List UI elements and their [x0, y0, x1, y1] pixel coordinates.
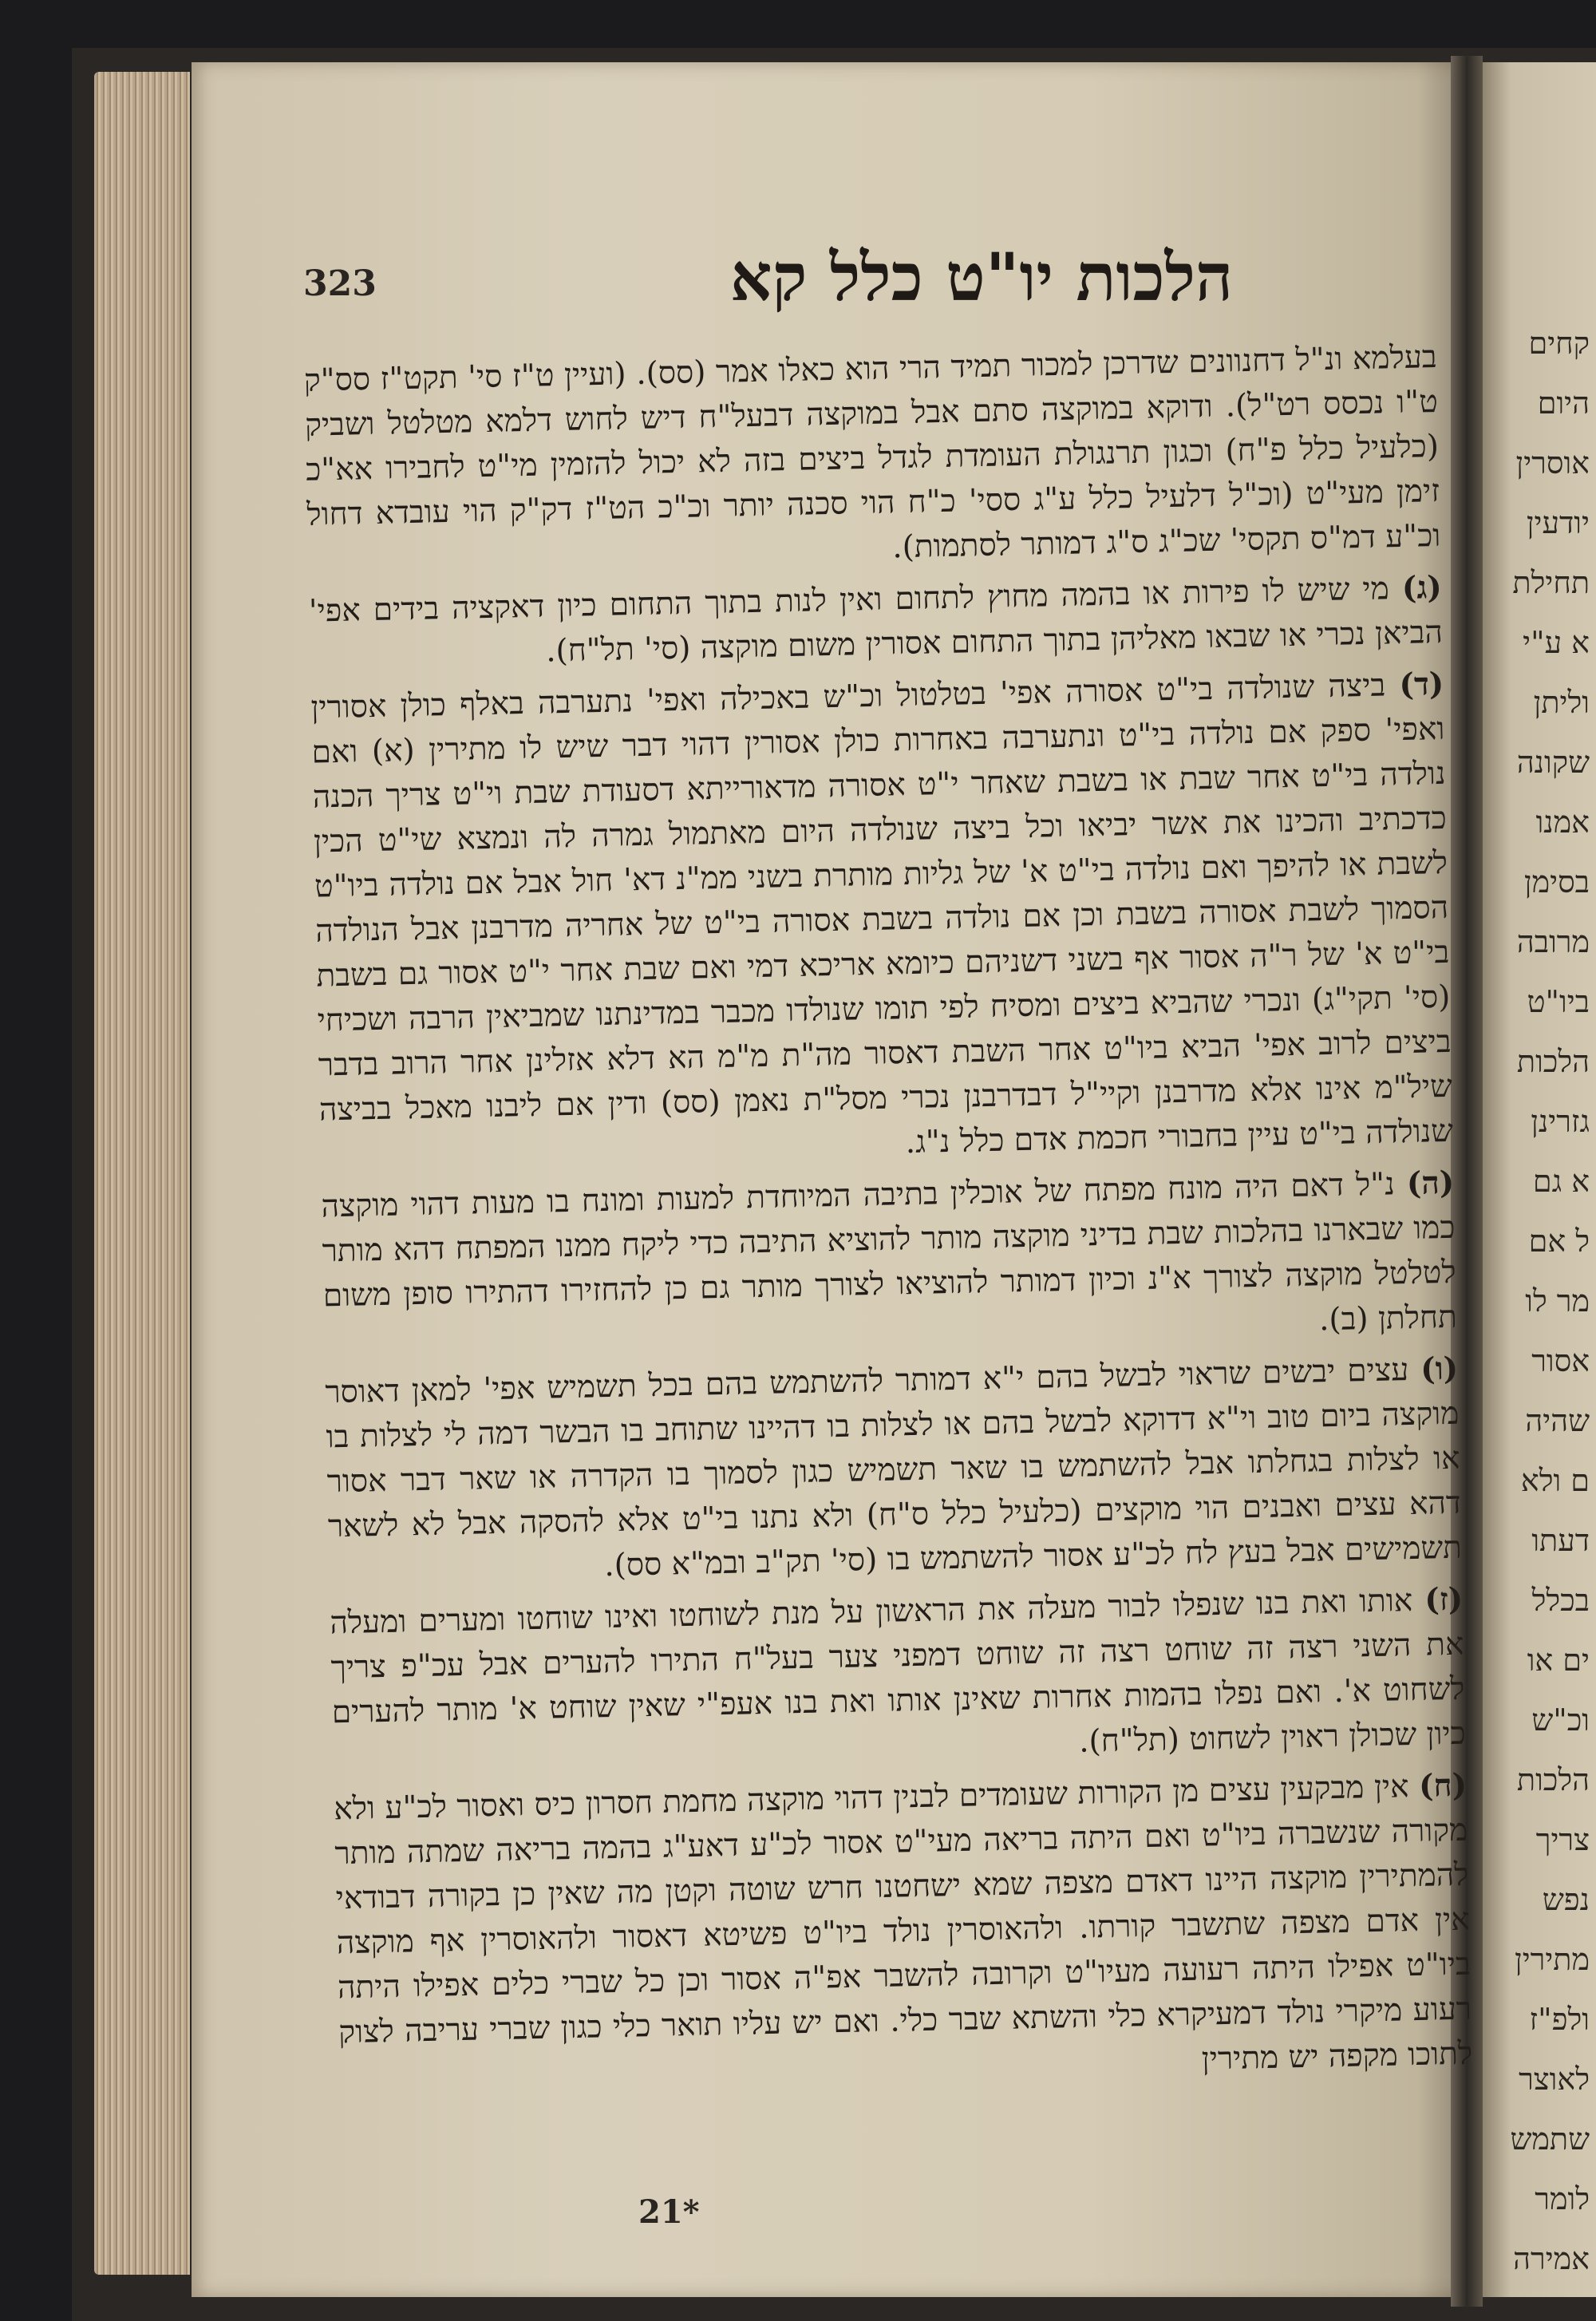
page-number: 323 [303, 263, 377, 304]
next-page-line: וכ"ש [1531, 1702, 1590, 1738]
paragraph-marker: (ד) [1399, 665, 1444, 704]
next-page-line: שתמש [1510, 2121, 1590, 2157]
paragraph [325, 1346, 1463, 1595]
next-page-line: מתירין [1515, 1942, 1590, 1977]
signature-mark: 21* [638, 2193, 700, 2231]
page-edges [94, 72, 190, 2275]
next-page-line: אוסרין [1515, 445, 1590, 480]
next-page-line: הלכות [1516, 1044, 1590, 1079]
next-page-line: היום [1537, 386, 1590, 421]
paragraph-text: עצים יבשים שראוי לבשל בהם י"א דמותר להשתמש בהם בכל תשמיש אפי' למאן דאוסר מוקצה ביום טוב וי"א דדוקא לבשל בהם או לצלות בו דהיינו שתוחב בו הבשר דמה לי לצלות בו או לצלות בגחלתו אבל להשתמש בו שאר תשמיש כגון לסמוך בו הקדרה או שאר דבר אסור דהא עצים ואבנים הוי מוקצים (כלעיל כלל ס"ח) ולא נתנו בי"ט אלא להסקה אבל לא לשאר תשמישים אבל בעץ לח לכ"ע אסור להשתמש בו (סי' תק"ב ובמ"א סס). [324, 1352, 1463, 1584]
paragraph-marker: (ג) [1401, 568, 1443, 607]
next-page-line: קחים [1528, 326, 1590, 361]
next-page-line: נפש [1542, 1882, 1590, 1917]
paragraph-text: מי שיש לו פירות או בהמה מחוץ לתחום ואין לנות בתוך התחום כיון דאקציה בידים אפי' הביאן נכרי או שבאו מאליהן בתוך התחום אסורין משום מוקצה (סי' תל"ח). [308, 571, 1444, 670]
paragraph-marker: (ה) [1406, 1164, 1455, 1203]
paragraph-text: אין מבקעין עצים מן הקורות שעומדים לבנין דהוי מוקצה מחמת חסרון כיס ואסור לכ"ע ולא מקורה שנשברה ביו"ט ואם היתה בריאה מעי"ט אסור לכ"ע דאע"ג בהמה בריאה שמתה מותר להמתירין מוקצה היינו דאדם מצפה שמא ישחטנו חרש שוטה וקטן מה שאין כן בקורה דבודאי אין אדם מצפה שתשבר קורתו. ולהאוסרין נולד ביו"ט פשיטא דאסור ולהאוסרין אף מוקצה ביו"ט אפילו היתה רעועה מעיו"ט וקרובה להשבר אפ"ה אסור וכן כל שברי כלים אפילו היתה רעוע מיקרי נולד דמעיקרא כלי והשתא שבר כלי. ואם יש עליו תואר כלי כגון שברי עריבה לצוק לתוכו מקפה יש מתירין [333, 1769, 1473, 2078]
next-page-line: הלכות [1516, 1762, 1590, 1797]
next-page-line: ל אם [1528, 1224, 1590, 1259]
paragraph-text: בעלמא ונ"ל דחנוונים שדרכן למכור תמיד הרי הוא כאלו אמר (סס). (ועיין ט"ז סי' תקט"ז סס"ק ט"ו נכסס רט"ל). ודוקא במוקצה סתם אבל במוקצה דבעל"ח דיש לחוש דלמא מטלטל ושביק (כלעיל כלל פ"ח) וכגון תרנגולת העומדת לגדל ביצים בזה לא יכול להזמין מי"ט לחבירו אא"כ זימן מעי"ט (וכ"ל דלעיל כלל ע"ג ססי' כ"ח הוי סכנה יותר וכ"כ הט"ז דק"ק הוי עובדא דחול וכ"ע דמ"ס תקסי' שכ"ג ס"ג דמותר לסתמות). [303, 338, 1441, 566]
paragraph-text: אותו ואת בנו שנפלו לבור מעלה את הראשון על מנת לשוחטו ואינו שוחטו ומערים ומעלה את השני רצה זה שוחט רצה זה שוחט דמפני צער בעל"ח התירו להערים אבל עכ"פ צריך לשחוט א'. ואם נפלו בהמות אחרות שאינן אותו ואת בנו אעפ"י שאין שוחט א' מותר להערים כיון שכולן ראוין לשחוט (תל"ח). [330, 1582, 1467, 1760]
paragraph-marker: (ח) [1418, 1766, 1468, 1805]
paragraph [303, 335, 1441, 583]
paragraph [330, 1577, 1466, 1781]
next-page-line: שקונה [1516, 745, 1590, 780]
next-page-line: ים או [1527, 1643, 1590, 1678]
next-page-line: בכלל [1531, 1583, 1590, 1618]
next-page-line: אמנו [1535, 805, 1590, 840]
paragraph-text: ביצה שנולדה בי"ט אסורה אפי' בטלטול וכ"ש באכילה ואפי' נתערבה באלף כולן אסורין ואפי' ספק אם נולדה בי"ט ונתערבה באחרות כולן אסורין דהוי דבר שיש לו מתירין (א) ואם נולדה בי"ט אחר שבת או בשבת שאחר י"ט אסורה מדאורייתא דסעודת שבת וי"ט צריך הכנה כדכתיב והכינו את אשר יביאו וכל ביצה שנולדה היום מאתמול גמרה לה ונמצא שי"ט הכין לשבת או להיפך ואם נולדה בי"ט א' של גליות מותרת בשני ממ"נ דא' חול אבל אם נולדה ביו"ט הסמוך לשבת אסורה בשבת וכן אם נולדה בשבת אסורה בי"ט של אחריה מדרבנן אבל הנולדה בי"ט א' של ר"ה אסור אף בשני דשניהם כיומא אריכא דמי ואם שבת אחר י"ט אסור גם בשבת (סי' תקי"ג) ונכרי שהביא ביצים ומסיח לפי תומו שנולדו מכבר במדינתנו שמביאין הרבה ושכיחי ביצים לרוב אפי' הביא ביו"ט אחר השבת דאסור מה"ת מ"מ הא דלא אזלינן אחר הרוב בדבר שיל"מ אינו אלא מדרבנן וקיי"ל דבדרבנן נכרי מסל"ת נאמן (סס) ודין אם ליבנו מאכל בביצה שנולדה בי"ט עיין בחבורי חכמת אדם כלל נ"ג. [310, 667, 1454, 1161]
paragraph [310, 662, 1454, 1178]
body-text [303, 335, 1473, 2106]
next-page-line: לומר [1535, 2181, 1590, 2216]
next-page-line: תחילת [1512, 565, 1590, 600]
next-page-line: ולפ"ז [1529, 2002, 1590, 2037]
next-page-line: צריך [1535, 1822, 1590, 1857]
paragraph-marker: (ו) [1420, 1350, 1459, 1388]
next-page-line: דעתו [1531, 1523, 1590, 1558]
next-page-line: א ע"י [1523, 625, 1590, 660]
running-title: הלכות יו"ט כלל קא [729, 239, 1234, 316]
next-page-line: בסימן [1523, 864, 1590, 900]
next-page-line: מר לו [1525, 1283, 1590, 1319]
next-page-line: וליתן [1533, 685, 1590, 720]
paragraph-text: נ"ל דאם היה מונח מפתח של אוכלין בתיבה המיוחדת למעות ומונח בו מעות דהוי מוקצה כמו שבארנו בהלכות שבת בדיני מוקצה מותר להוציא התיבה כדי ליקח ממנו המפתח דהא מותר לטלטל מוקצה לצורך א"נ וכיון דמותר להוציאו לצורך מותר גם כן להחזירו דהתירו סופן משום תחלתן (ב). [321, 1166, 1458, 1338]
next-page-line: ם ולא [1520, 1463, 1590, 1498]
next-page-line: יודעין [1526, 505, 1590, 540]
paragraph [321, 1160, 1457, 1364]
next-page-line: שהיה [1525, 1403, 1590, 1438]
next-page-line: גזרינן [1531, 1104, 1590, 1139]
next-page-line: מרובה [1516, 924, 1590, 959]
next-page-line: לאוצר [1519, 2062, 1590, 2097]
next-page-line: אמירה [1513, 2241, 1590, 2276]
next-page-line: ביו"ט [1527, 984, 1590, 1019]
next-page-line: א גם [1532, 1164, 1590, 1199]
paragraph [334, 1763, 1473, 2101]
paragraph [308, 565, 1443, 679]
next-page-line: אסור [1531, 1343, 1590, 1378]
right-page-fragment [1483, 62, 1596, 2297]
paragraph-marker: (ז) [1424, 1580, 1464, 1619]
page-header [303, 239, 1420, 335]
